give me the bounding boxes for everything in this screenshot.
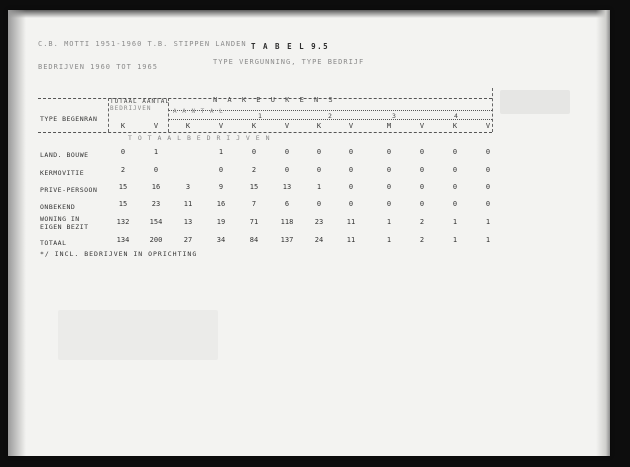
column-letter: K (251, 122, 257, 130)
table-cell: 2 (419, 218, 425, 226)
header-reference: C.B. MOTTI 1951-1960 T.B. STIPPEN LANDEN (38, 40, 247, 48)
table-cell: 11 (346, 218, 356, 226)
table-cell: 0 (153, 166, 159, 174)
table-cell: 0 (386, 148, 392, 156)
page-top-shadow (8, 10, 610, 18)
table-cell: 7 (251, 200, 257, 208)
table-cell: 84 (249, 236, 259, 244)
table-cell: 2 (251, 166, 257, 174)
table-subtitle: TYPE VERGUNNING, TYPE BEDRIJF (213, 58, 365, 66)
table-cell: 0 (419, 148, 425, 156)
table-cell: 0 (348, 183, 354, 191)
table-cell: 15 (249, 183, 259, 191)
column-letter: M (386, 122, 392, 130)
subgroup-label: 1 (258, 112, 263, 120)
table-footnote: */ INCL. BEDRIJVEN IN OPRICHTING (40, 250, 198, 258)
table-cell: 0 (348, 200, 354, 208)
table-cell: 0 (485, 166, 491, 174)
table-cell: 0 (284, 148, 290, 156)
table-cell: 0 (316, 166, 322, 174)
column-letter: V (153, 122, 159, 130)
table-cell: 0 (485, 148, 491, 156)
column-subheader: A A N T A L (173, 108, 224, 115)
table-cell: 0 (452, 166, 458, 174)
table-cell: 0 (120, 148, 126, 156)
row-label: LAND. BOUWE (40, 151, 89, 159)
table-cell: 1 (218, 148, 224, 156)
table-cell: 71 (249, 218, 259, 226)
table-cell: 1 (485, 218, 491, 226)
table-cell: 0 (386, 200, 392, 208)
document-page (8, 10, 610, 456)
header-period: BEDRIJVEN 1960 TOT 1965 (38, 63, 158, 71)
table-cell: 0 (251, 148, 257, 156)
column-letter: K (120, 122, 126, 130)
table-cell: 134 (116, 236, 130, 244)
column-letter: V (485, 122, 491, 130)
table-cell: 3 (185, 183, 191, 191)
table-cell: 0 (485, 183, 491, 191)
table-cell: 0 (419, 200, 425, 208)
subgroup-label: 2 (328, 112, 333, 120)
table-cell: 23 (151, 200, 161, 208)
table-cell: 27 (183, 236, 193, 244)
table-cell: 0 (386, 183, 392, 191)
row-label: ONBEKEND (40, 203, 76, 211)
column-letter: V (218, 122, 224, 130)
table-cell: 132 (116, 218, 130, 226)
table-cell: 0 (348, 148, 354, 156)
scan-smudge (58, 310, 218, 360)
table-cell: 0 (419, 166, 425, 174)
table-cell: 0 (452, 148, 458, 156)
table-cell: 0 (284, 166, 290, 174)
table-cell: 34 (216, 236, 226, 244)
table-cell: 11 (346, 236, 356, 244)
section-label: T O T A A L B E D R I J V E N (128, 134, 271, 142)
table-cell: 16 (151, 183, 161, 191)
column-letter: K (185, 122, 191, 130)
column-letter: V (348, 122, 354, 130)
table-cell: 0 (485, 200, 491, 208)
row-label: WONING IN (40, 215, 80, 223)
table-cell: 0 (316, 148, 322, 156)
table-cell: 2 (419, 236, 425, 244)
table-cell: 11 (183, 200, 193, 208)
subgroup-label: 3 (392, 112, 397, 120)
row-label-continued: EIGEN BEZIT (40, 223, 89, 231)
table-cell: 1 (452, 218, 458, 226)
table-cell: 13 (282, 183, 292, 191)
table-cell: 0 (218, 166, 224, 174)
table-cell: 2 (120, 166, 126, 174)
column-group-total-sub: BEDRIJVEN (110, 105, 152, 112)
table-cell: 9 (218, 183, 224, 191)
table-cell: 19 (216, 218, 226, 226)
table-cell: 0 (348, 166, 354, 174)
row-label-total: TOTAAL (40, 239, 67, 247)
column-group-kitchens: N A K E U K E N S (213, 96, 336, 104)
stub-divider (108, 98, 109, 132)
table-cell: 13 (183, 218, 193, 226)
table-cell: 1 (153, 148, 159, 156)
table-cell: 1 (386, 236, 392, 244)
table-cell: 1 (452, 236, 458, 244)
table-header-rule (38, 132, 492, 133)
table-cell: 118 (280, 218, 294, 226)
table-cell: 23 (314, 218, 324, 226)
table-cell: 15 (118, 183, 128, 191)
table-cell: 0 (386, 166, 392, 174)
subgroup-label: 4 (454, 112, 459, 120)
table-cell: 0 (419, 183, 425, 191)
column-letter: V (284, 122, 290, 130)
table-cell: 137 (280, 236, 294, 244)
column-letter: K (452, 122, 458, 130)
table-title: T A B E L 9.5 (251, 42, 330, 51)
column-letter: K (316, 122, 322, 130)
table-cell: 6 (284, 200, 290, 208)
page-fold-shadow (8, 10, 26, 456)
row-label: PRIVE-PERSOON (40, 186, 98, 194)
table-cell: 200 (149, 236, 163, 244)
table-cell: 0 (316, 200, 322, 208)
table-cell: 1 (386, 218, 392, 226)
table-cell: 15 (118, 200, 128, 208)
column-group-total: TOTAAL AANTAL (110, 98, 170, 105)
table-cell: 154 (149, 218, 163, 226)
scan-smudge (500, 90, 570, 114)
table-cell: 24 (314, 236, 324, 244)
table-cell: 16 (216, 200, 226, 208)
table-cell: 1 (316, 183, 322, 191)
table-cell: 1 (485, 236, 491, 244)
column-letter: V (419, 122, 425, 130)
table-cell: 0 (452, 183, 458, 191)
stub-header: TYPE BEGENRAN (40, 115, 98, 123)
page-right-edge (596, 10, 610, 456)
row-label: KERMOVITIE (40, 169, 85, 177)
table-cell: 0 (452, 200, 458, 208)
